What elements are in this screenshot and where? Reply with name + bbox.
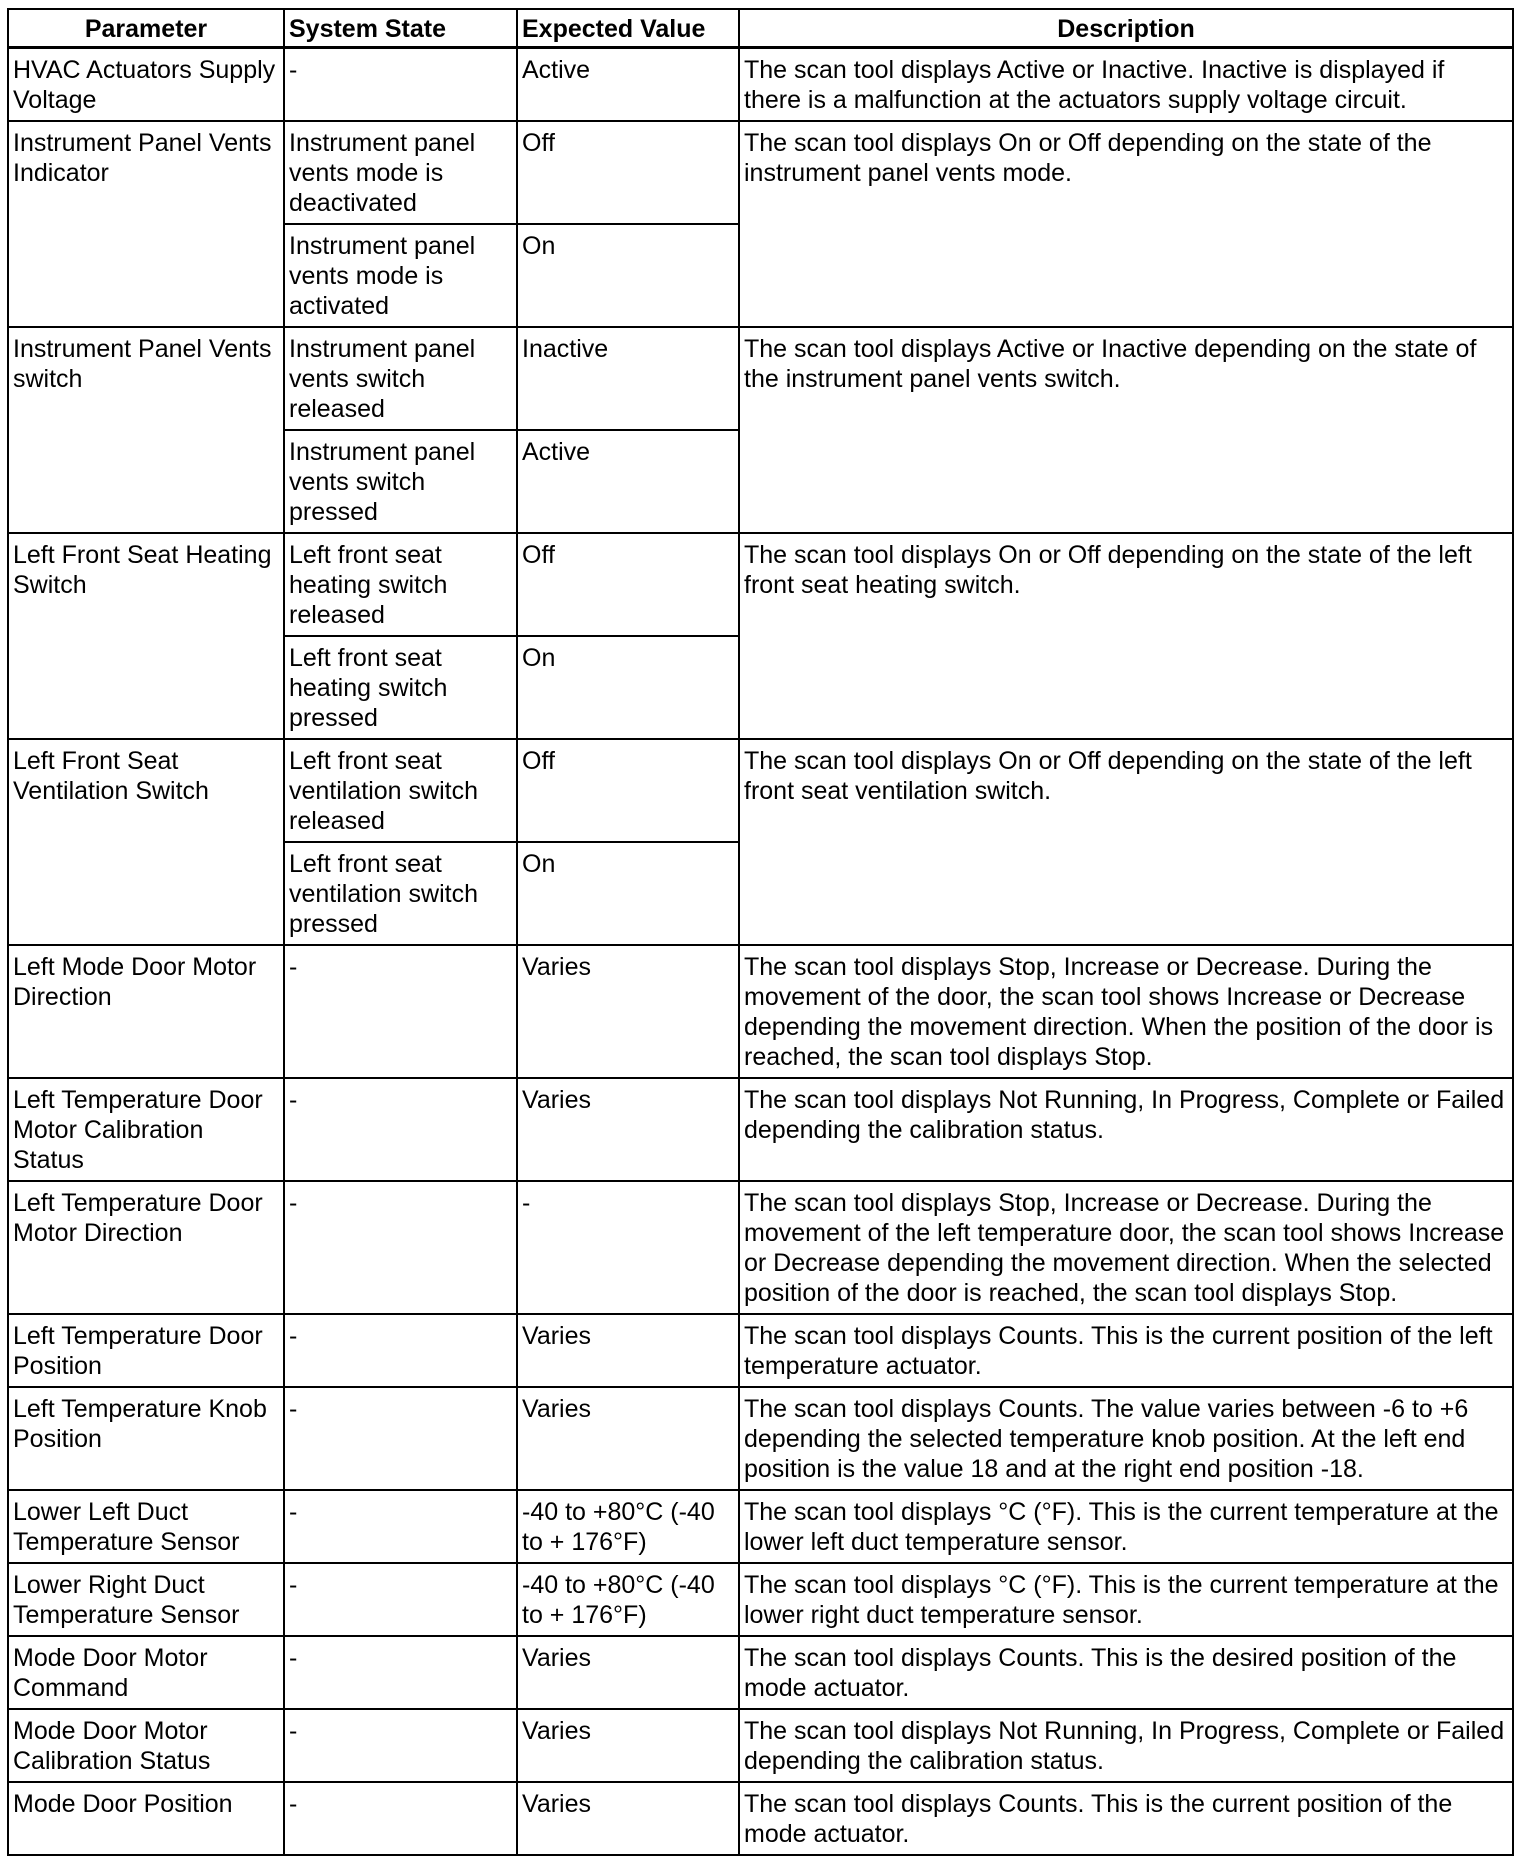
system-state-cell: - — [284, 1636, 517, 1709]
parameter-cell: Left Temperature Door Position — [8, 1314, 284, 1387]
system-state-cell: Instrument panel vents mode is activated — [284, 224, 517, 327]
expected-value-cell: Varies — [517, 1782, 739, 1855]
header-row — [8, 9, 1513, 48]
system-state-cell: Instrument panel vents switch pressed — [284, 430, 517, 533]
description-cell: The scan tool displays Counts. The value varies between -6 to +6 depending the selected temperature knob position. At the left end position is the value 18 and at the right end position -18. — [739, 1387, 1513, 1490]
table-row — [8, 1563, 1513, 1636]
description-cell: The scan tool displays Not Running, In Progress, Complete or Failed depending the calibration status. — [739, 1078, 1513, 1181]
table-header — [8, 9, 1513, 48]
parameter-cell: Left Temperature Knob Position — [8, 1387, 284, 1490]
description-cell: The scan tool displays Stop, Increase or Decrease. During the movement of the left temperature door, the scan tool shows Increase or Decrease depending the movement direction. When the selected position of the door is reached, the scan tool displays Stop. — [739, 1181, 1513, 1314]
expected-value-cell: Varies — [517, 1709, 739, 1782]
description-cell: The scan tool displays Counts. This is the desired position of the mode actuator. — [739, 1636, 1513, 1709]
expected-value-cell: - — [517, 1181, 739, 1314]
system-state-cell: Left front seat ventilation switch released — [284, 739, 517, 842]
parameter-cell: Lower Right Duct Temperature Sensor — [8, 1563, 284, 1636]
expected-value-cell: Off — [517, 533, 739, 636]
description-cell: The scan tool displays °C (°F). This is the current temperature at the lower right duct temperature sensor. — [739, 1563, 1513, 1636]
table-row — [8, 945, 1513, 1078]
parameter-cell: Mode Door Motor Command — [8, 1636, 284, 1709]
header-description: Description — [739, 9, 1513, 48]
system-state-cell: - — [284, 48, 517, 122]
description-cell: The scan tool displays °C (°F). This is the current temperature at the lower left duct temperature sensor. — [739, 1490, 1513, 1563]
parameter-cell: Left Mode Door Motor Direction — [8, 945, 284, 1078]
parameter-table — [7, 8, 1514, 1856]
system-state-cell: - — [284, 1490, 517, 1563]
description-cell: The scan tool displays Counts. This is the current position of the left temperature actuator. — [739, 1314, 1513, 1387]
description-cell: The scan tool displays On or Off depending on the state of the left front seat heating switch. — [739, 533, 1513, 739]
system-state-cell: - — [284, 1078, 517, 1181]
parameter-cell: Left Front Seat Ventilation Switch — [8, 739, 284, 945]
system-state-cell: - — [284, 1782, 517, 1855]
expected-value-cell: Varies — [517, 945, 739, 1078]
table-row — [8, 533, 1513, 636]
system-state-cell: - — [284, 1387, 517, 1490]
expected-value-cell: On — [517, 224, 739, 327]
description-cell: The scan tool displays Counts. This is the current position of the mode actuator. — [739, 1782, 1513, 1855]
expected-value-cell: On — [517, 842, 739, 945]
system-state-cell: Instrument panel vents switch released — [284, 327, 517, 430]
table-row — [8, 739, 1513, 842]
expected-value-cell: Varies — [517, 1078, 739, 1181]
description-cell: The scan tool displays On or Off depending on the state of the left front seat ventilation switch. — [739, 739, 1513, 945]
table-row — [8, 1709, 1513, 1782]
system-state-cell: - — [284, 945, 517, 1078]
header-expected-value: Expected Value — [517, 9, 739, 48]
parameter-cell: Left Temperature Door Motor Direction — [8, 1181, 284, 1314]
parameter-cell: Instrument Panel Vents switch — [8, 327, 284, 533]
expected-value-cell: Varies — [517, 1636, 739, 1709]
parameter-cell: Instrument Panel Vents Indicator — [8, 121, 284, 327]
table-row — [8, 1636, 1513, 1709]
description-cell: The scan tool displays Stop, Increase or Decrease. During the movement of the door, the scan tool shows Increase or Decrease depending the movement direction. When the position of the door is reached, the scan tool displays Stop. — [739, 945, 1513, 1078]
expected-value-cell: Active — [517, 48, 739, 122]
system-state-cell: Left front seat ventilation switch pressed — [284, 842, 517, 945]
system-state-cell: Instrument panel vents mode is deactivated — [284, 121, 517, 224]
header-parameter: Parameter — [8, 9, 284, 48]
table-row — [8, 327, 1513, 430]
expected-value-cell: Varies — [517, 1387, 739, 1490]
table-row — [8, 48, 1513, 122]
parameter-cell: Left Front Seat Heating Switch — [8, 533, 284, 739]
system-state-cell: - — [284, 1563, 517, 1636]
description-cell: The scan tool displays Active or Inactive. Inactive is displayed if there is a malfunction at the actuators supply voltage circuit. — [739, 48, 1513, 122]
table-row — [8, 1387, 1513, 1490]
expected-value-cell: Off — [517, 121, 739, 224]
table-body — [8, 48, 1513, 1856]
parameter-cell: Left Temperature Door Motor Calibration Status — [8, 1078, 284, 1181]
expected-value-cell: On — [517, 636, 739, 739]
table-row — [8, 121, 1513, 224]
table-row — [8, 1181, 1513, 1314]
expected-value-cell: -40 to +80°C (-40 to + 176°F) — [517, 1563, 739, 1636]
expected-value-cell: Active — [517, 430, 739, 533]
parameter-cell: Lower Left Duct Temperature Sensor — [8, 1490, 284, 1563]
description-cell: The scan tool displays On or Off depending on the state of the instrument panel vents mode. — [739, 121, 1513, 327]
table-row — [8, 1314, 1513, 1387]
system-state-cell: Left front seat heating switch released — [284, 533, 517, 636]
system-state-cell: - — [284, 1314, 517, 1387]
table-row — [8, 1490, 1513, 1563]
parameter-cell: HVAC Actuators Supply Voltage — [8, 48, 284, 122]
header-system-state: System State — [284, 9, 517, 48]
system-state-cell: - — [284, 1181, 517, 1314]
table-row — [8, 1078, 1513, 1181]
table-row — [8, 1782, 1513, 1855]
expected-value-cell: -40 to +80°C (-40 to + 176°F) — [517, 1490, 739, 1563]
expected-value-cell: Off — [517, 739, 739, 842]
system-state-cell: Left front seat heating switch pressed — [284, 636, 517, 739]
description-cell: The scan tool displays Active or Inactive depending on the state of the instrument panel vents switch. — [739, 327, 1513, 533]
expected-value-cell: Inactive — [517, 327, 739, 430]
parameter-cell: Mode Door Motor Calibration Status — [8, 1709, 284, 1782]
system-state-cell: - — [284, 1709, 517, 1782]
expected-value-cell: Varies — [517, 1314, 739, 1387]
parameter-cell: Mode Door Position — [8, 1782, 284, 1855]
description-cell: The scan tool displays Not Running, In Progress, Complete or Failed depending the calibration status. — [739, 1709, 1513, 1782]
